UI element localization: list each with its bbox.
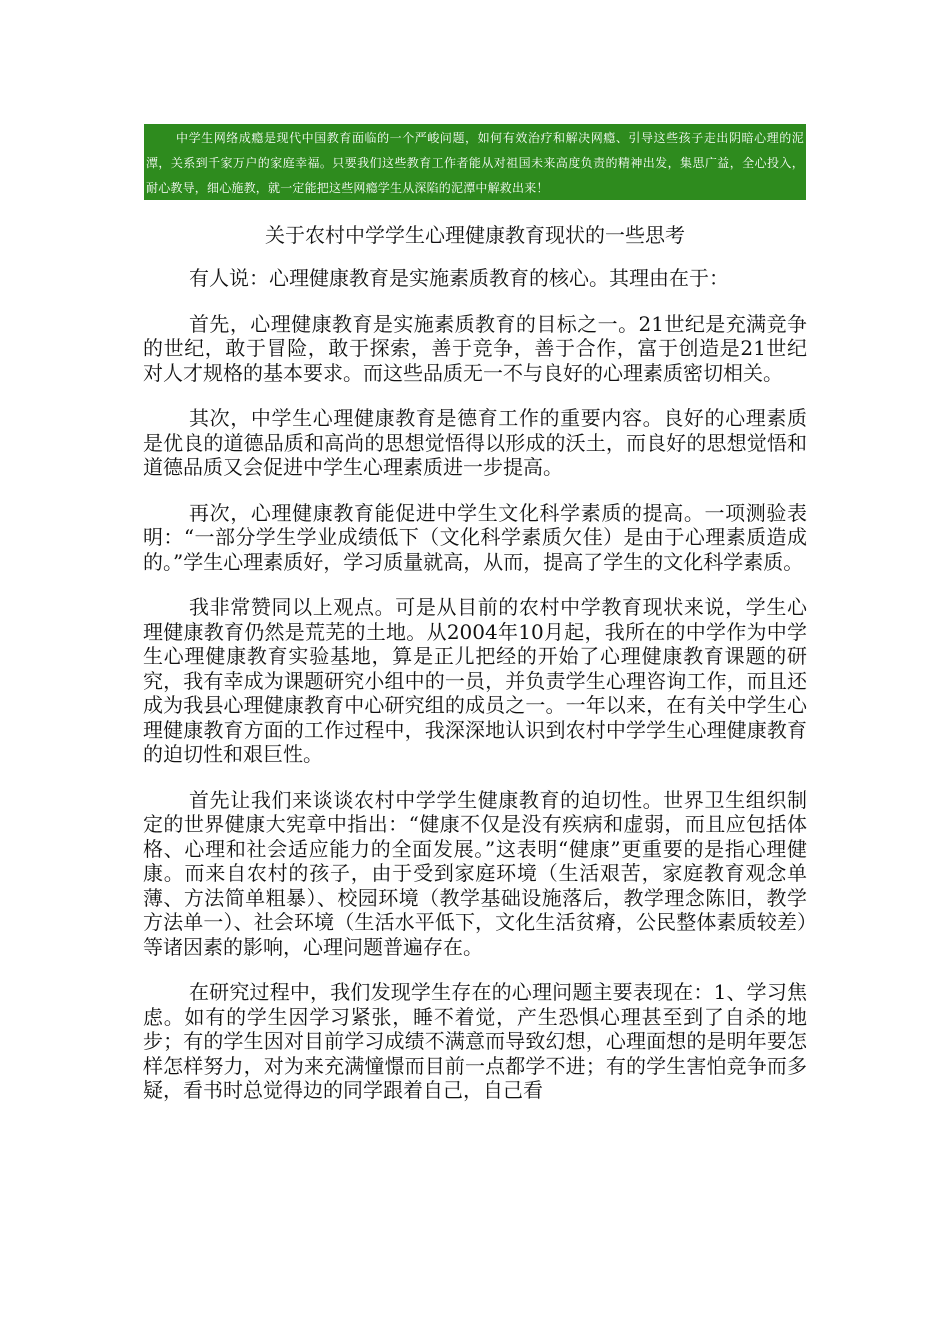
paragraph-first-reason: 首先，心理健康教育是实施素质教育的目标之一。21世纪是充满竞争的世纪，敢于冒险，敢于探索，善于竞争，善于合作，富于创造是21世纪对人才规格的基本要求。而这些品质无一不与良好的心理素质密切相关。 [143, 311, 807, 385]
document-title: 关于农村中学学生心理健康教育现状的一些思考 [265, 223, 685, 247]
paragraph-author-view: 我非常赞同以上观点。可是从目前的农村中学教育现状来说，学生心理健康教育仍然是荒芜的土地。从2004年10月起，我所在的中学作为中学生心理健康教育实验基地，算是正儿把经的开始了心理健康教育课题的研究，我有幸成为课题研究小组中的一员，并负责学生心理咨询工作，而且还成为我县心理健康教育中心研究组的成员之一。一年以来，在有关中学生心理健康教育方面的工作过程中，我深深地认识到农村中学学生心理健康教育的迫切性和艰巨性。 [143, 595, 807, 766]
document-body [143, 216, 807, 1103]
banner-text: 中学生网络成瘾是现代中国教育面临的一个严峻问题，如何有效治疗和解决网瘾、引导这些孩子走出阴暗心理的泥潭，关系到千家万户的家庭幸福。只要我们这些教育工作者能从对祖国未来高度负责的精神出发，集思广益，全心投入，耐心教导，细心施教，就一定能把这些网瘾学生从深陷的泥潭中解救出来！ [146, 131, 804, 195]
paragraph-intro: 有人说：心理健康教育是实施素质教育的核心。其理由在于： [189, 266, 729, 290]
paragraph-second-reason: 其次，中学生心理健康教育是德育工作的重要内容。良好的心理素质是优良的道德品质和高尚的思想觉悟得以形成的沃土，而良好的思想觉悟和道德品质又会促进中学生心理素质进一步提高。 [143, 406, 807, 479]
paragraph-urgency: 首先让我们来谈谈农村中学学生健康教育的迫切性。世界卫生组织制定的世界健康大宪章中指出：“健康不仅是没有疾病和虚弱，而且应包括体格、心理和社会适应能力的全面发展。”这表明“健康”更重要的是指心理健康。而来自农村的孩子，由于受到家庭环境（生活艰苦，家庭教育观念单薄、方法简单粗暴）、校园环境（教学基础设施落后，教学理念陈旧，教学方法单一）、社会环境（生活水平低下，文化生活贫瘠，公民整体素质较差）等诸因素的影响，心理问题普遍存在。 [143, 787, 807, 959]
green-banner [144, 124, 806, 200]
paragraph-third-reason: 再次，心理健康教育能促进中学生文化科学素质的提高。一项测验表明：“一部分学生学业成绩低下（文化科学素质欠佳）是由于心理素质造成的。”学生心理素质好，学习质量就高，从而，提高了学生的文化科学素质。 [143, 500, 807, 574]
paragraph-problems: 在研究过程中，我们发现学生存在的心理问题主要表现在：1、学习焦虑。如有的学生因学习紧张，睡不着觉，产生恐惧心理甚至到了自杀的地步；有的学生因对目前学习成绩不满意而导致幻想，心理面想的是明年要怎样怎样努力，对为来充满憧憬而目前一点都学不进；有的学生害怕竞争而多疑，看书时总觉得边的同学跟着自己，自己看 [143, 980, 807, 1102]
